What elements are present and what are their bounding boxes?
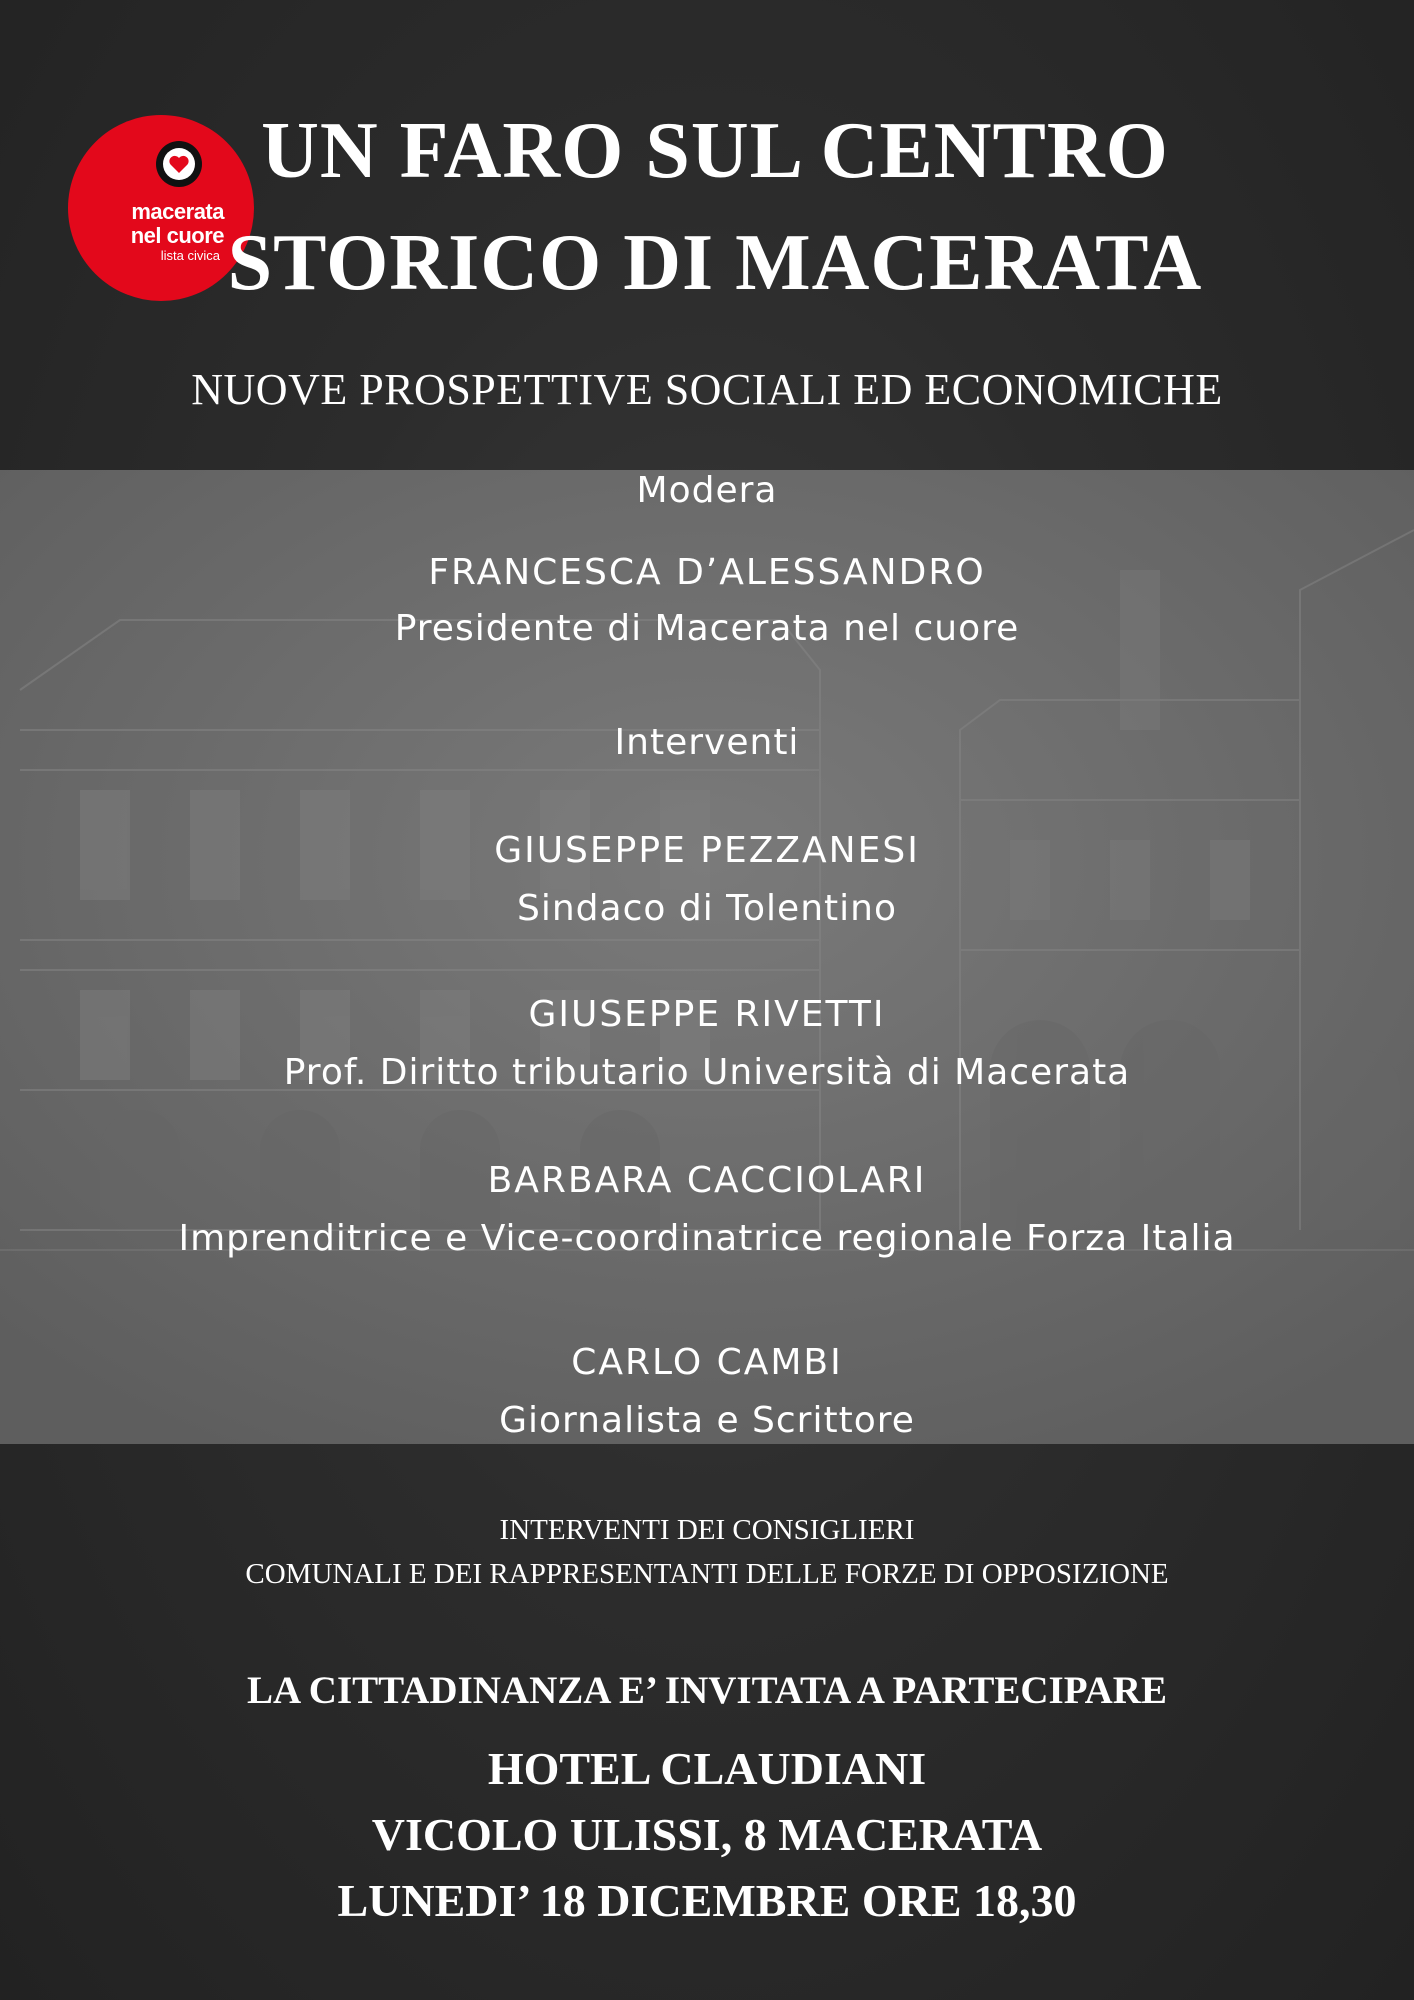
logo-text-nel-cuore: nel cuore bbox=[130, 223, 224, 248]
speaker-3-name: BARBARA CACCIOLARI bbox=[487, 1160, 927, 1201]
venue-name: HOTEL CLAUDIANI bbox=[487, 1743, 927, 1794]
speaker-2-name: GIUSEPPE RIVETTI bbox=[528, 994, 886, 1035]
speaker-3-role: Imprenditrice e Vice-coordinatrice regionale Forza Italia bbox=[178, 1218, 1236, 1259]
speaker-4-role: Giornalista e Scrittore bbox=[499, 1400, 915, 1441]
invitation: LA CITTADINANZA E’ INVITATA A PARTECIPARE bbox=[247, 1669, 1167, 1712]
speaker-1-name: GIUSEPPE PEZZANESI bbox=[494, 830, 920, 871]
title-line-1: UN FARO SUL CENTRO bbox=[261, 107, 1169, 195]
speaker-2-role: Prof. Diritto tributario Università di Macerata bbox=[283, 1052, 1131, 1093]
subtitle: NUOVE PROSPETTIVE SOCIALI ED ECONOMICHE bbox=[191, 365, 1223, 414]
speakers-label: Interventi bbox=[614, 722, 800, 763]
logo-text-lista-civica: lista civica bbox=[160, 248, 220, 263]
program-band bbox=[0, 470, 1414, 1444]
speaker-4-name: CARLO CAMBI bbox=[571, 1342, 843, 1383]
venue-address: VICOLO ULISSI, 8 MACERATA bbox=[371, 1809, 1043, 1860]
moderator-role: Presidente di Macerata nel cuore bbox=[394, 608, 1020, 649]
logo-text-macerata: macerata bbox=[131, 199, 224, 224]
title-line-2: STORICO DI MACERATA bbox=[227, 219, 1203, 307]
speaker-1-role: Sindaco di Tolentino bbox=[517, 888, 897, 929]
moderator-label: Modera bbox=[636, 470, 778, 511]
moderator-name: FRANCESCA D’ALESSANDRO bbox=[428, 552, 986, 593]
note-line-2: COMUNALI E DEI RAPPRESENTANTI DELLE FORZE DI OPPOSIZIONE bbox=[245, 1558, 1169, 1590]
event-datetime: LUNEDI’ 18 DICEMBRE ORE 18,30 bbox=[337, 1875, 1077, 1926]
note-line-1: INTERVENTI DEI CONSIGLIERI bbox=[499, 1514, 915, 1546]
